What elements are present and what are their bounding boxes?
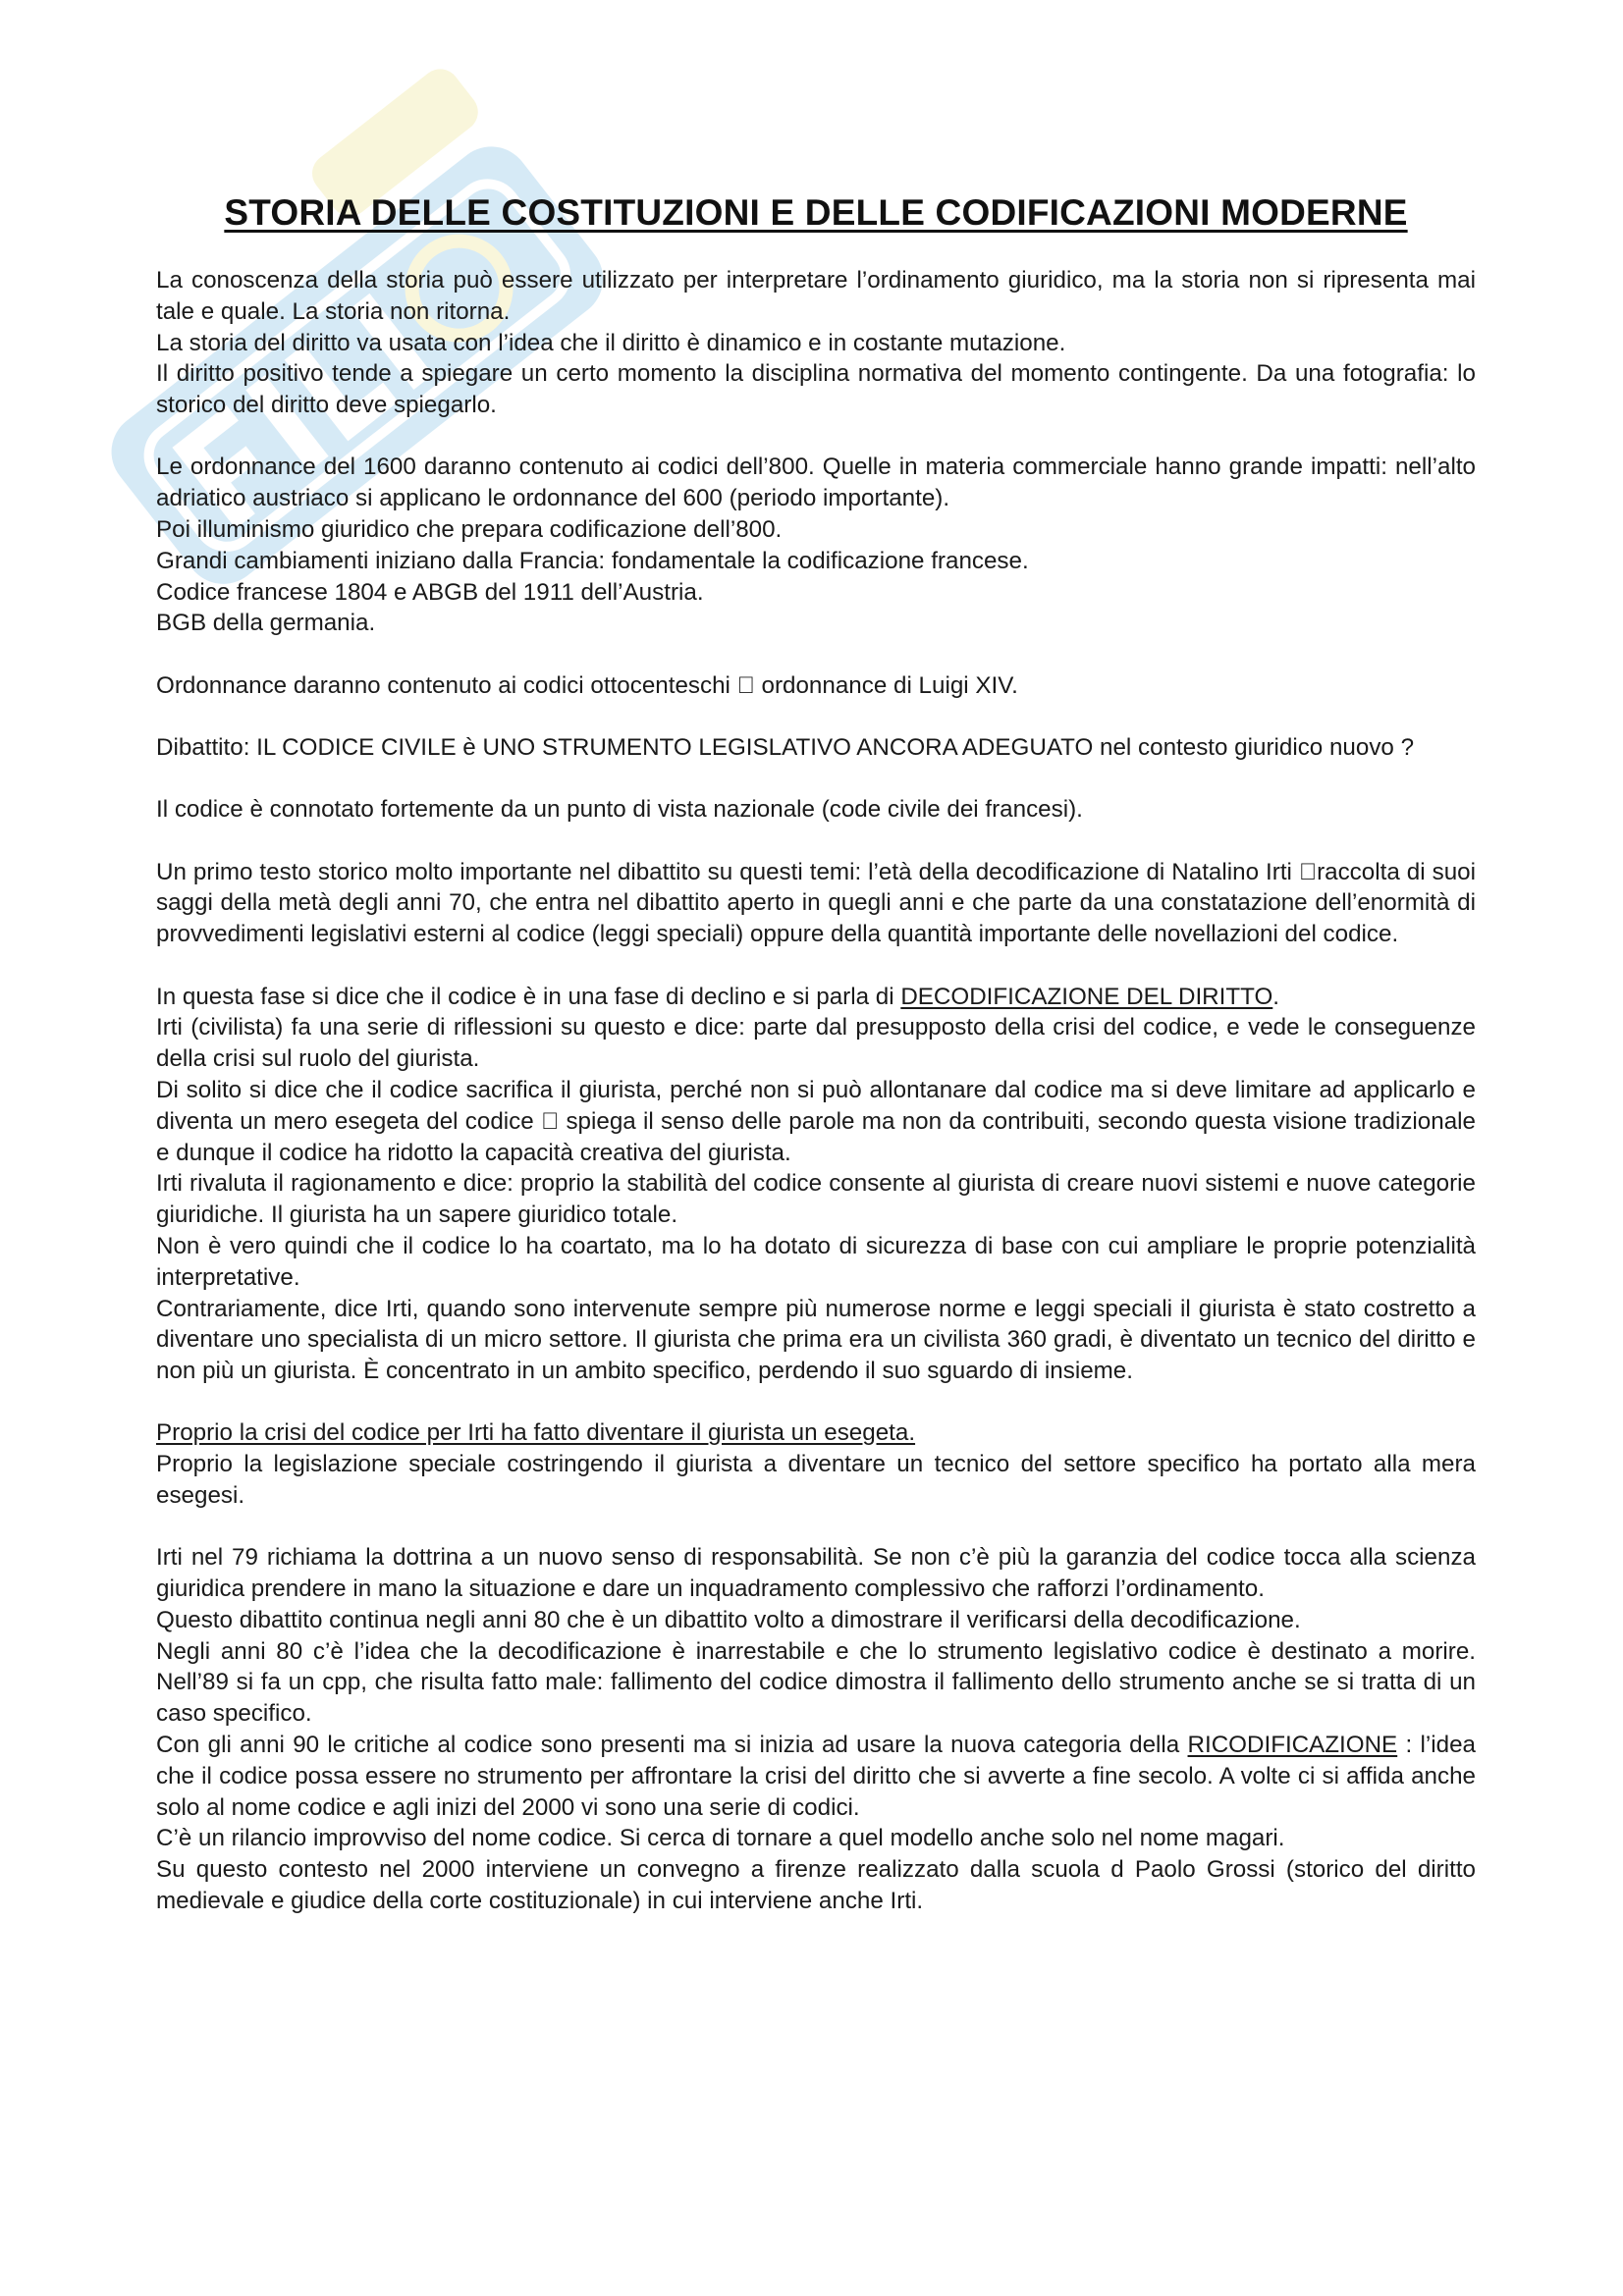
paragraph-ricodificazione [156, 1542, 1476, 1917]
text-line: Questo dibattito continua negli anni 80 che è un dibattito volto a dimostrare il verificarsi della decodificazione. [156, 1606, 1301, 1633]
text-line: Un primo testo storico molto importante nel dibattito su questi temi: l’età della decodificazione di Natalino Irti raccolta di suoi saggi della metà degli anni 70, che entra nel dibattito aperto in quegli anni e che parte da una constatazione dell’enormità di provvedimenti legislativi esterni al codice (leggi speciali) oppure della quantità importante delle novellazioni del codice. [156, 858, 1476, 948]
underlined-term-ricodificazione: RICODIFICAZIONE [1187, 1732, 1398, 1759]
text-line [156, 1730, 1476, 1823]
text-line: Dibattito: IL CODICE CIVILE è UNO STRUMENTO LEGISLATIVO ANCORA ADEGUATO nel contesto giuridico nuovo ? [156, 734, 1415, 762]
text-line: Irti nel 79 richiama la dottrina a un nuovo senso di responsabilità. Se non c’è più la garanzia del codice tocca alla scienza giuridica prendere in mano la situazione e dare un inquadramento complessivo che rafforzi l’ordinamento. [156, 1544, 1476, 1603]
text-fragment: . [1272, 983, 1280, 1010]
text-line: Proprio la legislazione speciale costringendo il giurista a diventare un tecnico del settore specifico ha portato alla mera esegesi. [156, 1451, 1476, 1509]
text-line: La storia del diritto va usata con l’idea che il diritto è dinamico e in costante mutazione. [156, 329, 1066, 356]
text-line: Codice francese 1804 e ABGB del 1911 dell’Austria. [156, 578, 704, 606]
paragraph-dibattito [156, 732, 1476, 764]
paragraph-intro [156, 265, 1476, 421]
text-fragment: Con gli anni 90 le critiche al codice sono presenti ma si inizia ad usare la nuova categoria della [156, 1732, 1188, 1759]
text-line: Irti rivaluta il ragionamento e dice: proprio la stabilità del codice consente al giurista di creare nuovi sistemi e nuove categorie giuridiche. Il giurista ha un sapere giuridico totale. [156, 1170, 1476, 1229]
text-fragment: In questa fase si dice che il codice è in una fase di declino e si parla di [156, 983, 901, 1010]
text-line: Il codice è connotato fortemente da un punto di vista nazionale (code civile dei francesi). [156, 796, 1083, 824]
text-line [156, 982, 1476, 1013]
paragraph-esegeta [156, 1417, 1476, 1511]
text-line: Negli anni 80 c’è l’idea che la decodificazione è inarrestabile e che lo strumento legislativo codice è destinato a morire. Nell’89 si fa un cpp, che risulta fatto male: fallimento del codice dimostra il fallimento dello strumento anche se si tratta di un caso specifico. [156, 1637, 1476, 1728]
paragraph-ordonnance-luigi [156, 670, 1476, 702]
text-line: La conoscenza della storia può essere utilizzato per interpretare l’ordinamento giuridico, ma la storia non si ripresenta mai tale e quale. La storia non ritorna. [156, 267, 1476, 325]
text-line: Non è vero quindi che il codice lo ha coartato, ma lo ha dotato di sicurezza di base con cui ampliare le proprie potenzialità interpretative. [156, 1232, 1476, 1291]
underlined-sentence: Proprio la crisi del codice per Irti ha fatto diventare il giurista un esegeta. [156, 1419, 916, 1447]
text-line: BGB della germania. [156, 610, 376, 637]
text-line: Contrariamente, dice Irti, quando sono intervenute sempre più numerose norme e leggi speciali il giurista è stato costretto a diventare uno specialista di un micro settore. Il giurista che prima era un civilista 360 gradi, è diventato un tecnico del diritto e non più un giurista. È concentrato in un ambito specifico, perdendo il suo sguardo di insieme. [156, 1295, 1476, 1385]
text-line: Poi illuminismo giuridico che prepara codificazione dell’800. [156, 516, 783, 544]
text-line: Ordonnance daranno contenuto ai codici ottocenteschi ordonnance di Luigi XIV. [156, 671, 994, 699]
document-title: STORIA DELLE COSTITUZIONI E DELLE CODIFICAZIONI MODERNE [224, 192, 1408, 233]
text-line: Il diritto positivo tende a spiegare un certo momento la disciplina normativa del momento contingente. Da una fotografia: lo storico del diritto deve spiegarlo. [156, 360, 1476, 419]
text-line: Le ordonnance del 1600 daranno contenuto ai codici dell’800. Quelle in materia commerciale hanno grande impatti: nell’alto adriatico austriaco si applicano le ordonnance del 600 (periodo importante). [156, 454, 1476, 512]
paragraph-codice-nazionale [156, 794, 1476, 826]
text-line: Grandi cambiamenti iniziano dalla Francia: fondamentale la codificazione francese. [156, 547, 1029, 574]
paragraph-decodificazione [156, 982, 1476, 1387]
text-line: Su questo contesto nel 2000 interviene un convegno a firenze realizzato dalla scuola d Paolo Grossi (storico del diritto medievale e giudice della corte costituzionale) in cui interviene anche Irti. [156, 1856, 1476, 1915]
paragraph-irti-testo [156, 857, 1476, 950]
underlined-term-decodificazione: DECODIFICAZIONE DEL DIRITTO [900, 983, 1273, 1010]
paragraph-ordonnance [156, 452, 1476, 639]
text-line: C’è un rilancio improvviso del nome codice. Si cerca di tornare a quel modello anche solo nel nome magari. [156, 1825, 1285, 1852]
text-fragment: : l’idea che il codice possa essere no strumento per affrontare la crisi del diritto che si avverte a fine secolo. A volte ci si affida anche solo al nome codice e agli inizi del 2000 vi sono una serie di codici. [156, 1732, 1477, 1821]
document-page [156, 192, 1476, 1948]
text-line: Irti (civilista) fa una serie di riflessioni su questo e dice: parte dal presupposto della crisi del codice, e vede le conseguenze della crisi sul ruolo del giurista. [156, 1014, 1476, 1073]
text-line: Di solito si dice che il codice sacrifica il giurista, perché non si può allontanare dal codice ma si deve limitare ad applicarlo e diventa un mero esegeta del codice spiega il senso delle parole ma non da contribuiti, secondo questa visione tradizionale e dunque il codice ha ridotto la capacità creativa del giurista. [156, 1076, 1476, 1166]
